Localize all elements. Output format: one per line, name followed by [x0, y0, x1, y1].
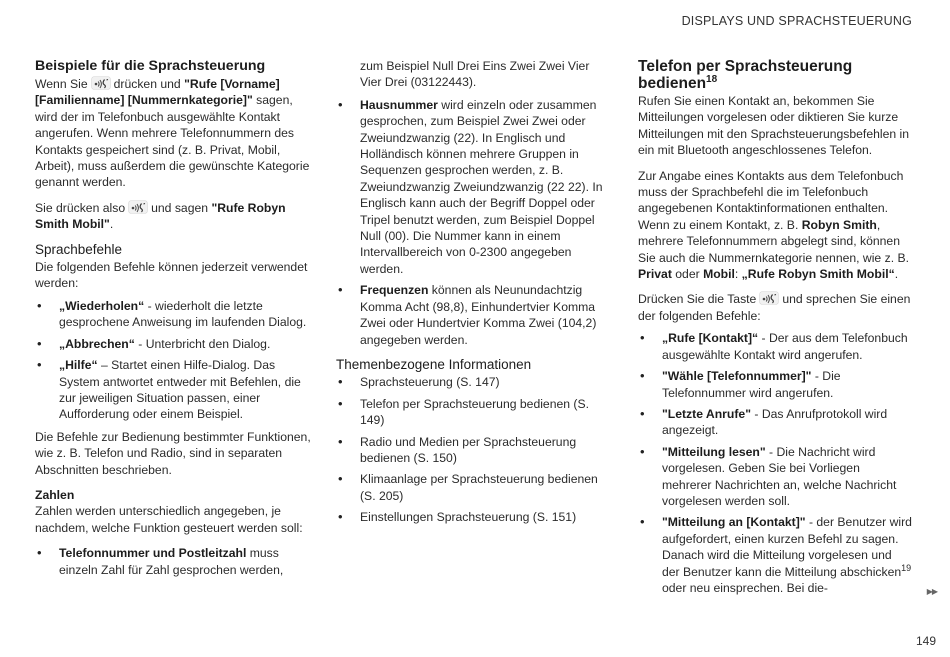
column-3 [638, 58, 912, 596]
contact-info-paragraph: Zur Angabe eines Kontakts aus dem Telefonbuch muss der Sprachbefehl die im Telefonbuch angegebenen Kontaktinformationen enthalten. Wenn zu einem Kontakt, z. B. Robyn Smith, mehrere Telefonnummern abgelegt sind, können Sie auch die Nummernkategorie nennen, wie z. B. Privat oder Mobil: „Rufe Robyn Smith Mobil“. [638, 168, 909, 282]
list-item: • "Wähle [Telefonnummer]" - Die Telefonnummer wird angerufen. [638, 368, 912, 401]
numbers-intro: Zahlen werden unterschiedlich angegeben, je nachdem, welche Funktion gesteuert werden soll: [35, 504, 303, 535]
list-item: • "Mitteilung lesen" - Die Nachricht wird vorgelesen. Geben Sie bei Vorliegen mehrerer Nachrichten an, welche Nachricht vorgelesen werden soll. [638, 444, 912, 510]
list-item: • Telefonnummer und Postleitzahl muss einzeln Zahl für Zahl gesprochen werden, [35, 545, 313, 578]
voice-control-icon [91, 76, 111, 90]
related-links-list [336, 374, 612, 525]
page-number: 149 [915, 634, 936, 648]
footnote-ref: 19 [901, 562, 912, 573]
related-link[interactable]: • Radio und Medien per Sprachsteuerung bedienen (S. 150) [336, 434, 612, 467]
phone-intro: Rufen Sie einen Kontakt an, bekommen Sie Mitteilungen vorgelesen oder diktieren Sie kurze Mitteilungen mit den Sprachsteuerungsbefehlen in ein mit Bluetooth angeschlossenes Telefon. [638, 94, 910, 158]
general-commands-list [35, 298, 313, 423]
call-example-paragraph: Wenn Sie drücken und "Rufe [Vorname] [Familienname] [Nummernkategorie]" sagen, wird der im Telefonbuch ausgewählte Kontakt angerufen. Wenn mehrere Telefonnummern des Kontakts gespeichert sind (z. B. Privat, Mobil, Arbeit), muss außerdem die gewünschte Kategorie genannt werden. [35, 77, 310, 190]
commands-intro: Die folgenden Befehle können jederzeit verwendet werden: [35, 260, 308, 291]
section-header: DISPLAYS UND SPRACHSTEUERUNG [681, 14, 912, 28]
related-info-heading: Themenbezogene Informationen [336, 356, 532, 372]
list-item: • „Wiederholen“ - wiederholt die letzte gesprochene Anweisung im laufenden Dialog. [35, 298, 313, 331]
list-item: • „Hilfe“ – Startet einen Hilfe-Dialog. Das System antwortet entweder mit Befehlen, die zur jeweiligen Situation passen, einer Aufforderung oder einem Beispiel. [35, 357, 313, 423]
voice-commands-heading: Sprachbefehle [35, 241, 123, 257]
numbers-heading: Zahlen [35, 487, 75, 502]
press-example-paragraph: Sie drücken also und sagen "Rufe Robyn Smith Mobil". [35, 200, 286, 232]
related-link[interactable]: • Einstellungen Sprachsteuerung (S. 151) [336, 509, 612, 525]
voice-examples-heading: Beispiele für die Sprachsteuerung [35, 58, 266, 74]
separate-sections-note: Die Befehle zur Bedienung bestimmter Funktionen, wie z. B. Telefon und Radio, sind in separaten Abschnitten beschrieben. [35, 429, 311, 477]
list-item: • "Mitteilung an [Kontakt]" - der Benutzer wird aufgefordert, einen kurzen Befehl zu sagen. Danach wird die Mitteilung vorgelesen und der Benutzer kann die Mitteilung abschicken$^{19}$ oder neu einsprechen. Bei die- [638, 514, 912, 596]
list-item: • Frequenzen können als Neunundachtzig Komma Acht (98,8), Einhundertvier Komma Zwei oder Hundertvier Komma Zwei (104,2) angegeben werden. [336, 282, 612, 348]
phone-voice-heading: Telefon per Sprachsteuerung bedienen$^{18}$ [638, 58, 853, 92]
numbers-list [35, 545, 313, 578]
list-item: • „Abbrechen“ - Unterbricht den Dialog. [35, 336, 313, 352]
related-link[interactable]: • Telefon per Sprachsteuerung bedienen (S. 149) [336, 396, 612, 429]
column-1 [35, 58, 313, 578]
double-arrow-right-icon: ▶▶ [926, 587, 937, 596]
footnote-ref: 18 [706, 73, 718, 85]
press-button-paragraph: Drücken Sie die Taste und sprechen Sie einen der folgenden Befehle: [638, 292, 911, 323]
list-continuation: zum Beispiel Null Drei Eins Zwei Zwei Vier Vier Drei (03122443). [360, 59, 590, 90]
voice-control-icon [128, 200, 148, 214]
list-item: • "Letzte Anrufe" - Das Anrufprotokoll wird angezeigt. [638, 406, 912, 439]
numbers-list-continued [336, 97, 612, 348]
related-link[interactable]: • Sprachsteuerung (S. 147) [336, 374, 612, 390]
column-2 [336, 58, 612, 526]
list-item: • Hausnummer wird einzeln oder zusammen gesprochen, zum Beispiel Zwei Zwei oder Zweiundzwanzig (22). In Englisch und Holländisch können mehrere Gruppen in Sequenzen gesprochen werden, z. B. Zweiundzwanzig Zweiundzwanzig (22 22). In Englisch kann auch der Begriff Doppel oder Tripel benutzt werden, zum Beispiel Doppel Null (00). Die Nummer kann in einem Intervallbereich von 0-2300 angegeben werden. [336, 97, 612, 277]
related-link[interactable]: • Klimaanlage per Sprachsteuerung bedienen (S. 205) [336, 471, 612, 504]
phone-commands-list [638, 330, 912, 596]
list-item: • „Rufe [Kontakt]“ - Der aus dem Telefonbuch ausgewählte Kontakt wird angerufen. [638, 330, 912, 363]
voice-control-icon [759, 291, 779, 305]
